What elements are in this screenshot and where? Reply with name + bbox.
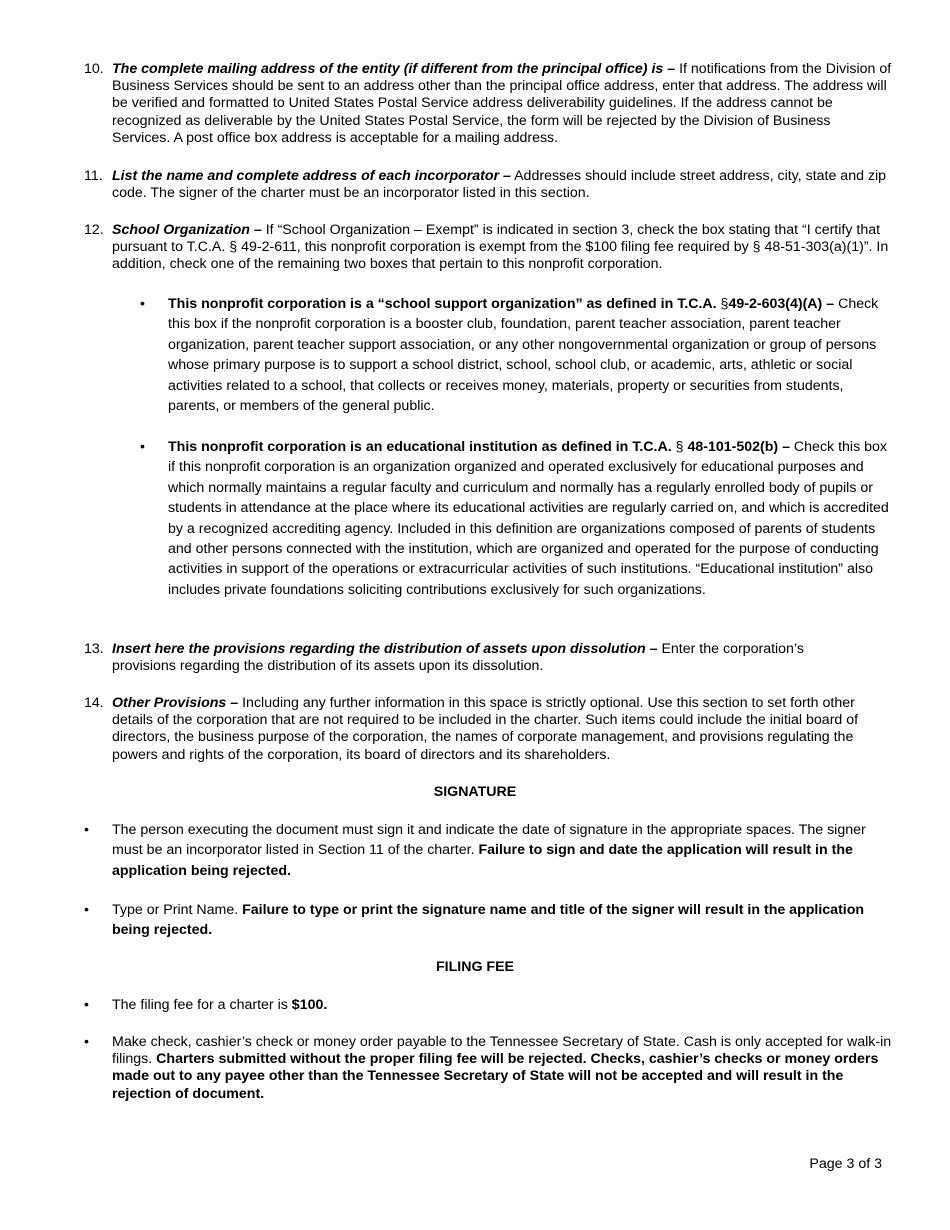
bullet-heading: This nonprofit corporation is an educational institution as defined in T.C.A. xyxy=(168,439,672,455)
bullet-dot: • xyxy=(84,997,89,1013)
bullet-warning: Failure to type or print the signature name and title of the signer will result in the application being rejected. xyxy=(112,902,865,939)
bullet-dot: • xyxy=(140,296,145,312)
item-text: Enter the corporation’s provisions regarding the distribution of its assets upon its dissolution. xyxy=(112,641,804,675)
bullet-dot: • xyxy=(84,1034,89,1050)
instruction-item-14 xyxy=(84,695,892,764)
item-number: 10. xyxy=(84,61,104,77)
signature-heading: SIGNATURE xyxy=(433,784,517,800)
bullet-dot: • xyxy=(84,822,89,838)
bullet-text: Type or Print Name. xyxy=(112,902,243,918)
item-heading: The complete mailing address of the entity (if different from the principal office) is – xyxy=(112,61,676,77)
item-number: 13. xyxy=(84,641,104,657)
section-symbol: § xyxy=(671,439,688,455)
item-heading: List the name and complete address of each incorporator – xyxy=(112,168,511,184)
item-heading: Other Provisions xyxy=(112,695,227,711)
item-text: If “School Organization – Exempt” is indicated in section 3, check the box stating that “I certify that pursuant to T.C.A. § 49-2-611, this nonprofit corporation is exempt from the $100 filing fee required by § 48-51-303(a)(1)”. In addition, check one of the remaining two boxes that pertain to this nonprofit corporation. xyxy=(112,222,889,273)
item-heading-dash: – xyxy=(226,695,239,711)
filing-fee-bullet-amount xyxy=(84,995,896,1015)
signature-bullet-print-name xyxy=(84,900,896,941)
item-number: 14. xyxy=(84,695,104,711)
signature-bullet-sign xyxy=(84,820,896,881)
instruction-item-13 xyxy=(84,641,804,675)
item-number: 12. xyxy=(84,222,104,238)
school-support-bullet xyxy=(140,294,892,416)
instruction-item-12 xyxy=(84,222,892,274)
bullet-text: The filing fee for a charter is xyxy=(112,997,292,1013)
bullet-text: The person executing the document must sign it and indicate the date of signature in the appropriate spaces. The signer must be an incorporator listed in Section 11 of the charter. xyxy=(112,822,866,859)
item-heading-dash: – xyxy=(249,222,262,238)
item-heading: Insert here the provisions regarding the distribution of assets upon dissolution xyxy=(112,641,646,657)
item-heading-dash: – xyxy=(645,641,658,657)
bullet-dot: • xyxy=(140,439,145,455)
bullet-text: Check this box if this nonprofit corporation is an organization organized and operated exclusively for educational purposes and which normally maintains a regular faculty and curriculum and normally has a regularly enrolled body of pupils or students in attendance at the place where its educational activities are regularly carried on, and which is accredited by a recognized accrediting agency. Included in this definition are organizations composed of parents of students and other persons connected with the institution, which are organized and operated for the purpose of conducting activities in support of the operations or extracurricular activities of such institutions. “Educational institution” also includes private foundations soliciting contributions exclusively for such organizations. xyxy=(168,439,889,598)
item-text: Addresses should include street address, city, state and zip code. The signer of the charter must be an incorporator listed in this section. xyxy=(112,168,887,202)
filing-fee-heading: FILING FEE xyxy=(435,959,515,975)
educational-institution-bullet xyxy=(140,437,892,600)
bullet-heading: This nonprofit corporation is a “school support organization” as defined in T.C.A. xyxy=(168,296,717,312)
bullet-dot: • xyxy=(84,902,89,918)
section-symbol: § xyxy=(716,296,729,312)
bullet-citation: 48-101-502(b) – xyxy=(687,439,790,455)
bullet-citation: 49-2-603(4)(A) – xyxy=(728,296,835,312)
instruction-item-10 xyxy=(84,61,892,147)
page-number: Page 3 of 3 xyxy=(809,1156,882,1172)
item-heading: School Organization xyxy=(112,222,250,238)
bullet-text: Check this box if the nonprofit corporation is a booster club, foundation, parent teacher association, parent teacher organization, parent teacher support association, or any other nongovernmental organization or group of persons whose primary purpose is to support a school district, school, school club, or academic, arts, athletic or social activities related to a school, that collects or receives money, materials, property or securities from students, parents, or members of the general public. xyxy=(168,296,879,415)
instruction-item-11 xyxy=(84,168,892,202)
fee-amount: $100. xyxy=(291,997,328,1013)
item-text: If notifications from the Division of Business Services should be sent to an address other than the principal office address, enter that address. The address will be verified and formatted to United States Postal Service address deliverability guidelines. If the address cannot be recognized as deliverable by the United States Postal Service, the form will be rejected by the Division of Business Services. A post office box address is acceptable for a mailing address. xyxy=(112,61,892,146)
bullet-text: Make check, cashier’s check or money order payable to the Tennessee Secretary of State. Cash is only accepted for walk-in filings. xyxy=(112,1034,892,1068)
item-text: Including any further information in this space is strictly optional. Use this section to set forth other details of the corporation that are not required to be included in the charter. Such items could include the initial board of directors, the business purpose of the corporation, the names of corporate management, and provisions regulating the powers and rights of the corporation, its board of directors and its shareholders. xyxy=(112,695,859,763)
item-number: 11. xyxy=(84,168,103,184)
bullet-warning: Failure to sign and date the application will result in the application being rejected. xyxy=(112,842,853,879)
bullet-warning: Charters submitted without the proper filing fee will be rejected. Checks, cashier’s checks or money orders made out to any payee other than the Tennessee Secretary of State will not be accepted and will result in the rejection of document. xyxy=(112,1051,879,1102)
filing-fee-bullet-payment xyxy=(84,1034,896,1103)
